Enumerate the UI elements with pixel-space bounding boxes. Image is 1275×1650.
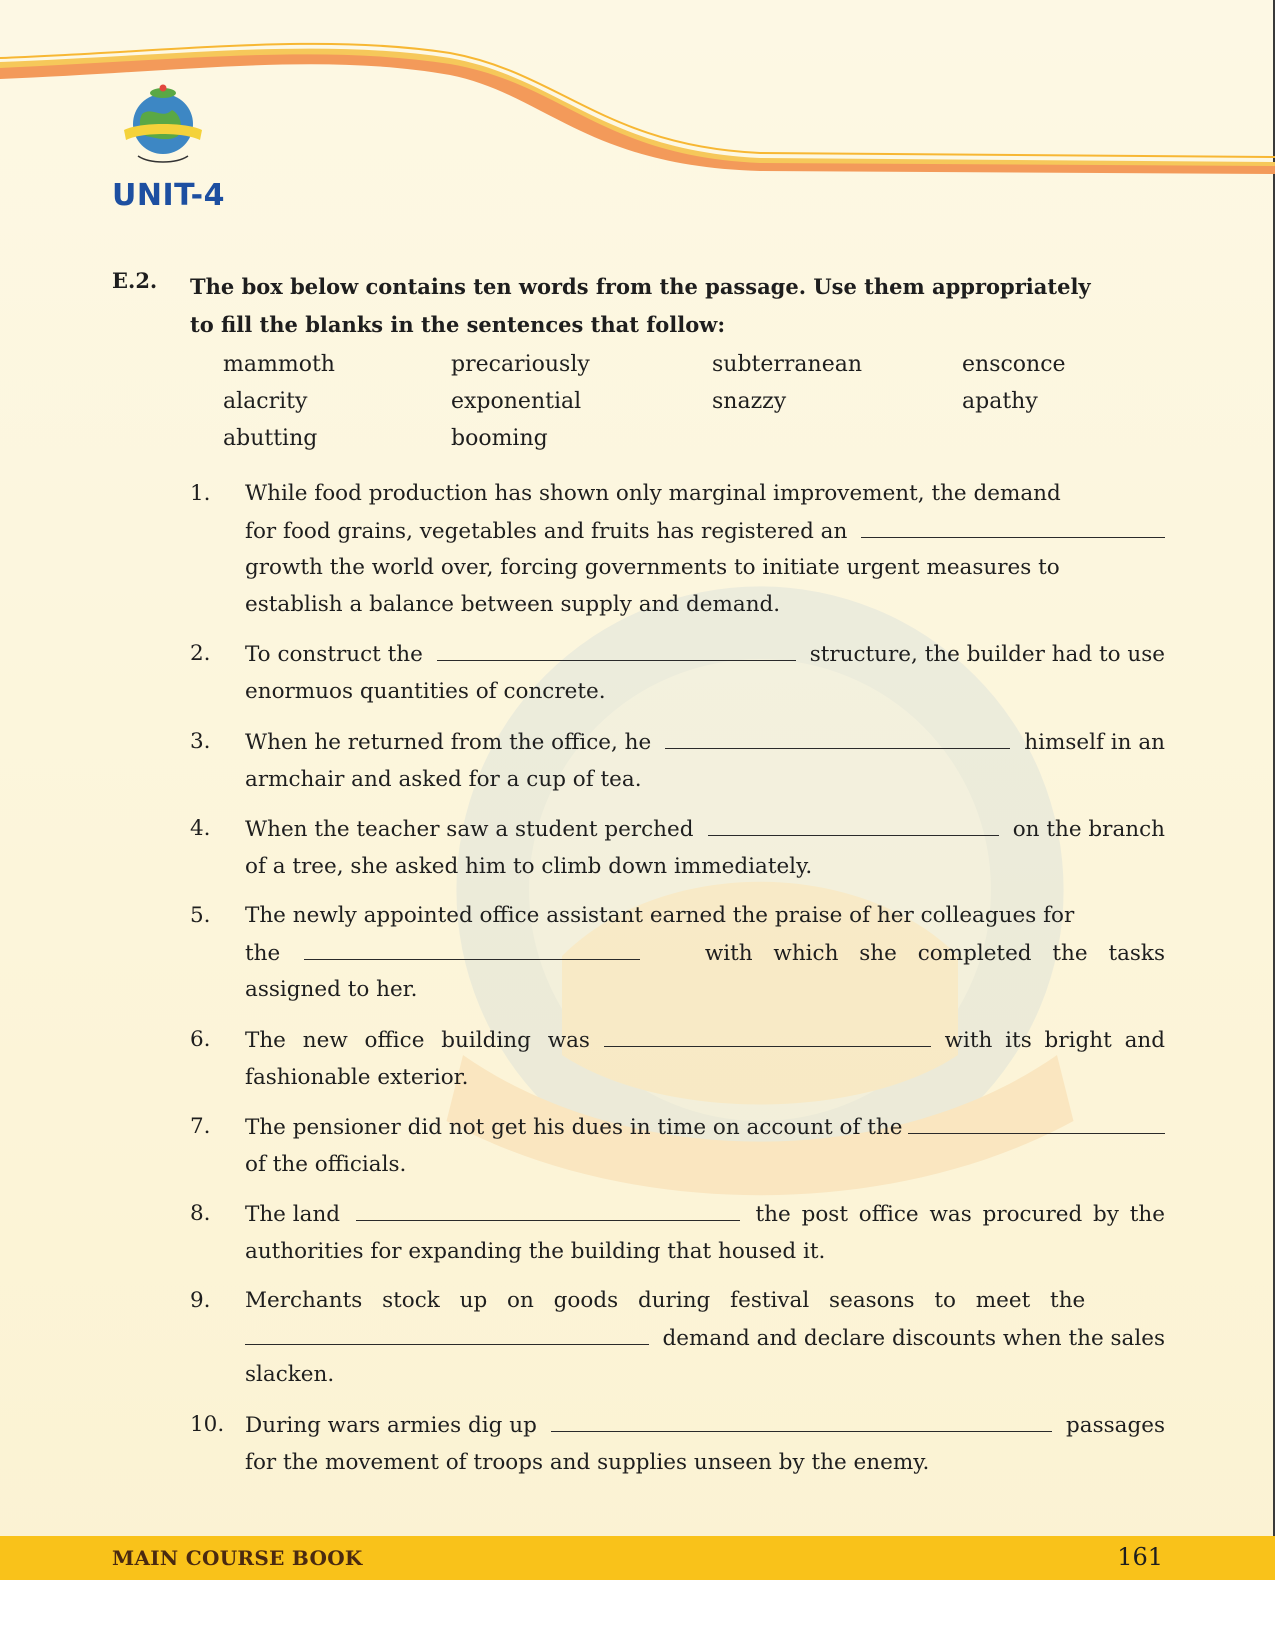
- text-line: [245, 674, 1165, 711]
- text-segment: The pensioner did not get his dues in time on account of the: [245, 1115, 903, 1140]
- question-text: [245, 1196, 1165, 1270]
- text-segment: The new office building was: [245, 1028, 590, 1053]
- question-text: [245, 724, 1165, 798]
- answer-blank[interactable]: [356, 1196, 739, 1221]
- question-text: [245, 1109, 1165, 1183]
- word-item: mammoth: [223, 352, 335, 377]
- text-segment: fashionable exterior.: [245, 1064, 469, 1090]
- word-item: abutting: [223, 426, 318, 451]
- word-row: [223, 426, 1123, 463]
- text-segment: growth the world over, forcing governments to initiate urgent measures to: [245, 555, 1060, 580]
- question-text: [245, 811, 1165, 885]
- answer-blank[interactable]: [708, 811, 999, 836]
- text-line: [245, 972, 1165, 1009]
- text-segment: passages: [1066, 1413, 1165, 1438]
- text-segment: with which she completed the tasks: [704, 940, 1165, 966]
- cbse-globe-logo: [120, 80, 206, 172]
- answer-blank[interactable]: [665, 724, 1010, 749]
- question-text: [245, 1022, 1165, 1096]
- text-segment: slacken.: [245, 1362, 335, 1387]
- text-segment: demand and declare discounts when the sales: [662, 1325, 1165, 1351]
- text-line: [245, 1022, 1165, 1060]
- footer-book-title: MAIN COURSE BOOK: [112, 1546, 363, 1570]
- question-number: 1.: [190, 481, 211, 506]
- page-bottom-margin: [0, 1580, 1275, 1650]
- text-segment: While food production has shown only marginal improvement, the demand: [245, 481, 1061, 506]
- exercise-number: E.2.: [112, 268, 158, 293]
- text-line: [245, 1234, 1165, 1271]
- text-segment: authorities for expanding the building that housed it.: [245, 1238, 826, 1264]
- text-line: [245, 513, 1165, 551]
- question-text: [245, 476, 1165, 623]
- text-segment: the post office was procured by the: [755, 1202, 1165, 1227]
- answer-blank[interactable]: [908, 1109, 1165, 1134]
- word-item: alacrity: [223, 389, 308, 414]
- page-number: 161: [1117, 1543, 1163, 1571]
- answer-blank[interactable]: [604, 1022, 931, 1047]
- question-number: 6.: [190, 1027, 211, 1052]
- question-text: [245, 898, 1165, 1009]
- question-number: 4.: [190, 816, 211, 841]
- text-segment: of the officials.: [245, 1151, 407, 1177]
- word-item: apathy: [962, 389, 1038, 414]
- question-number: 5.: [190, 903, 211, 928]
- text-segment: When the teacher saw a student perched: [245, 817, 694, 842]
- question-text: [245, 1407, 1165, 1481]
- word-item: snazzy: [712, 389, 787, 414]
- answer-blank[interactable]: [245, 1320, 649, 1345]
- text-segment: The land: [245, 1202, 341, 1227]
- text-line: [245, 1196, 1165, 1234]
- text-segment: the: [245, 940, 281, 966]
- text-line: [245, 1445, 1165, 1482]
- word-item: subterranean: [712, 352, 863, 377]
- answer-blank[interactable]: [861, 513, 1165, 538]
- text-segment: of a tree, she asked him to climb down immediately.: [245, 853, 813, 879]
- text-segment: During wars armies dig up: [245, 1413, 537, 1438]
- text-segment: for food grains, vegetables and fruits has registered an: [245, 518, 848, 544]
- question-number: 2.: [190, 641, 211, 666]
- text-line: [245, 762, 1165, 799]
- text-line: [245, 724, 1165, 762]
- text-segment: The newly appointed office assistant earned the praise of her colleagues for: [245, 903, 1075, 928]
- text-segment: himself in an: [1024, 730, 1165, 755]
- text-segment: enormuos quantities of concrete.: [245, 678, 606, 704]
- text-line: [245, 849, 1165, 886]
- text-line: [245, 636, 1165, 674]
- text-line: [245, 1109, 1165, 1147]
- text-line: [245, 1357, 1165, 1394]
- text-segment: on the branch: [1012, 817, 1165, 842]
- instruction-line-1: The box below contains ten words from the passage. Use them appropriately: [190, 274, 1091, 299]
- exercise-instruction: [190, 268, 1165, 344]
- question-text: [245, 636, 1165, 710]
- text-segment: Merchants stock up on goods during festival seasons to meet the: [245, 1288, 1086, 1313]
- text-segment: armchair and asked for a cup of tea.: [245, 766, 642, 792]
- unit-title: UNIT-4: [112, 178, 226, 213]
- text-segment: for the movement of troops and supplies unseen by the enemy.: [245, 1449, 930, 1475]
- question-text: [245, 1283, 1165, 1394]
- word-box: [223, 352, 1123, 463]
- word-item: ensconce: [962, 352, 1066, 377]
- text-line: [245, 935, 1165, 973]
- footer-bar: [0, 1536, 1275, 1580]
- text-segment: with its bright and: [944, 1028, 1165, 1053]
- text-line: [245, 587, 1165, 624]
- text-line: [245, 1407, 1165, 1445]
- answer-blank[interactable]: [304, 935, 640, 960]
- word-row: [223, 389, 1123, 426]
- text-segment: When he returned from the office, he: [245, 730, 652, 755]
- text-line: [245, 811, 1165, 849]
- text-line: [245, 898, 1165, 935]
- text-line: [245, 1320, 1165, 1358]
- question-number: 10.: [190, 1412, 225, 1437]
- text-segment: To construct the: [245, 642, 423, 667]
- text-line: [245, 550, 1165, 587]
- question-number: 3.: [190, 729, 211, 754]
- word-row: [223, 352, 1123, 389]
- answer-blank[interactable]: [551, 1407, 1052, 1432]
- question-number: 9.: [190, 1288, 211, 1313]
- word-item: precariously: [451, 352, 590, 377]
- text-line: [245, 1147, 1165, 1184]
- answer-blank[interactable]: [437, 636, 796, 661]
- text-line: [245, 1060, 1165, 1097]
- question-number: 8.: [190, 1201, 211, 1226]
- instruction-line-2: to fill the blanks in the sentences that follow:: [190, 312, 726, 337]
- question-number: 7.: [190, 1114, 211, 1139]
- text-segment: assigned to her.: [245, 977, 418, 1002]
- word-item: exponential: [451, 389, 582, 414]
- text-line: [245, 1283, 1165, 1320]
- word-item: booming: [451, 426, 548, 451]
- text-segment: establish a balance between supply and demand.: [245, 591, 781, 617]
- text-segment: structure, the builder had to use: [809, 642, 1165, 667]
- text-line: [245, 476, 1165, 513]
